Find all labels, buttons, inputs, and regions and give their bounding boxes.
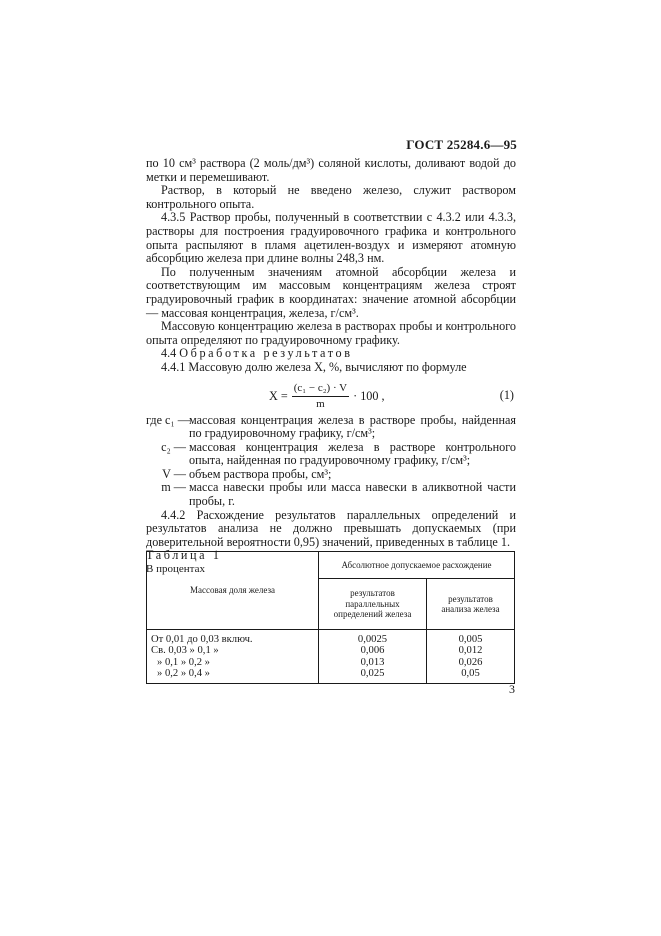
parallel-value: 0,0025	[357, 634, 388, 645]
parallel-value: 0,006	[360, 645, 385, 657]
definition-text: объем раствора пробы, см³;	[189, 466, 332, 481]
analysis-value: 0,012	[458, 645, 483, 657]
formula-fraction	[292, 382, 349, 412]
formula	[269, 382, 385, 412]
definition-item	[146, 441, 516, 468]
analysis-value: 0,005	[458, 634, 483, 645]
definitions-list	[146, 414, 516, 509]
formula-block	[146, 380, 516, 410]
formula-rhs: · 100 ,	[353, 388, 385, 403]
parallel-value: 0,013	[360, 656, 385, 668]
definition-text: массовая концентрация железа в растворе контрольного опыта, найденная по градуировочному графику, г/см³;	[189, 439, 516, 468]
paragraph-continuation: по 10 см³ раствора (2 моль/дм³) соляной кислоты, доливают водой до метки и перемешивают.	[146, 156, 516, 184]
formula-number: (1)	[499, 387, 514, 402]
paragraph-control-solution: Раствор, в который не введено железо, служит раствором контрольного опыта.	[146, 183, 516, 211]
standard-code: ГОСТ 25284.6—95	[406, 137, 517, 152]
definition-item	[146, 468, 516, 482]
formula-numerator: (c₁ − c₂) · V	[292, 382, 349, 398]
range-value: Св. 0,03 » 0,1 »	[151, 645, 219, 657]
section-heading	[146, 347, 516, 361]
body-text	[146, 157, 516, 577]
tolerance-table	[146, 548, 515, 684]
definition-item	[146, 414, 516, 441]
paragraph-4-4-1: 4.4.1 Массовую долю железа X, %, вычисляют по формуле	[161, 359, 467, 374]
table-row	[147, 630, 515, 684]
definition-symbol: m —	[161, 480, 186, 495]
column-header-parallel: результатов параллельных определений железа	[319, 579, 427, 630]
definition-symbol: где c₁ —	[146, 412, 190, 427]
paragraph-calibration-graph: По полученным значениям атомной абсорбции железа и соответствующим им массовым концентрациям железа строят градуировочный график в координатах: значение атомной абсорбции — массовая концентрация, железа, г/см³.	[146, 264, 516, 320]
definition-text: масса навески пробы или масса навески в аликвотной части пробы, г.	[189, 480, 516, 509]
parallel-value: 0,025	[360, 667, 385, 679]
formula-lhs: X =	[269, 388, 288, 403]
table-header-row	[147, 552, 515, 579]
column-header-analysis: результатов анализа железа	[427, 579, 515, 630]
paragraph-4-3-5: 4.3.5 Раствор пробы, полученный в соответствии с 4.3.2 или 4.3.3, растворы для построения градуировочного графика и контрольного опыта распыляют в пламя ацетилен-воздух и измеряют атомную абсорбцию железа при длине волны 248,3 нм.	[146, 210, 516, 266]
range-value: » 0,1 » 0,2 »	[157, 656, 210, 668]
page-number: 3	[509, 682, 515, 696]
definition-symbol: V —	[162, 466, 186, 481]
range-value: » 0,2 » 0,4 »	[157, 667, 210, 679]
formula-denominator: m	[316, 398, 325, 411]
analysis-values-cell	[427, 630, 515, 684]
table-units: В процентах	[146, 563, 205, 576]
definition-symbol: c₂ —	[161, 439, 186, 454]
range-value: От 0,01 до 0,03 включ.	[151, 634, 253, 645]
parallel-values-cell	[319, 630, 427, 684]
definition-text: массовая концентрация железа в растворе пробы, найденная по градуировочному графику, г/см³;	[189, 412, 516, 441]
column-header-group: Абсолютное допускаемое расхождение	[319, 552, 515, 579]
table-title: Таблица 1	[146, 548, 222, 563]
paragraph-4-4-2: 4.4.2 Расхождение результатов параллельных определений и результатов анализа не должно превышать допускаемых (при доверительной вероятности 0,95) значений, приведенных в таблице 1.	[146, 507, 516, 549]
column-header-mass-fraction: Массовая доля железа	[147, 552, 319, 630]
section-title: Обработка результатов	[179, 346, 353, 361]
analysis-value: 0,05	[461, 667, 480, 679]
paragraph-determination: Массовую концентрацию железа в растворах пробы и контрольного опыта определяют по градуировочному графику.	[146, 319, 516, 347]
analysis-value: 0,026	[458, 656, 483, 668]
definition-item	[146, 481, 516, 508]
range-cell	[147, 630, 319, 684]
section-number: 4.4	[161, 346, 177, 361]
